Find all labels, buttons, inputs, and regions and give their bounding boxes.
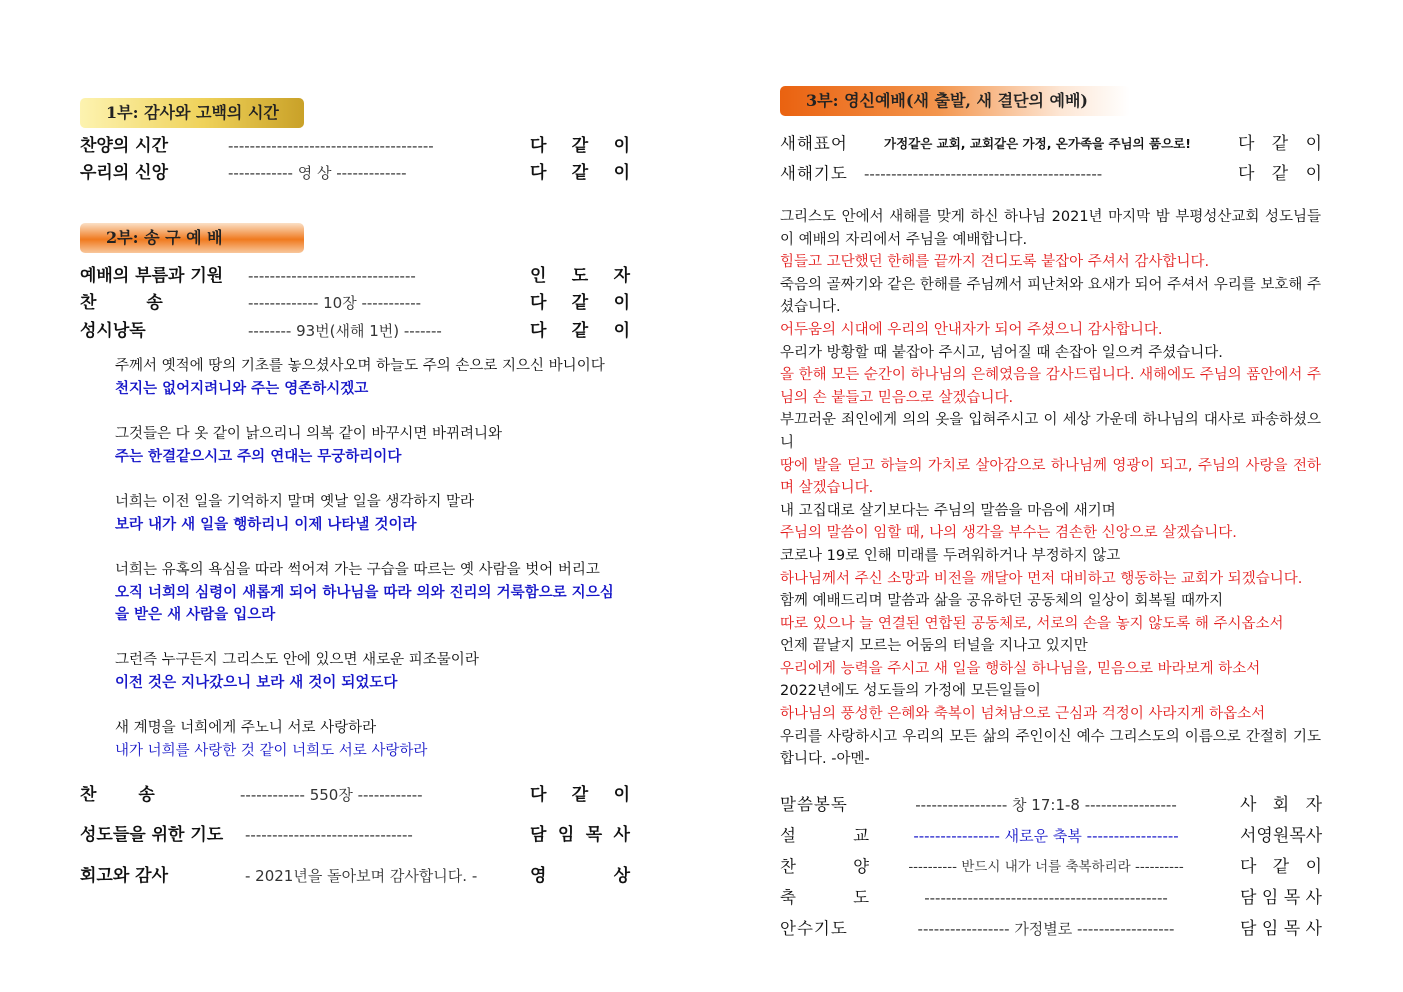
prayer-line: 함께 예배드리며 말씀과 삶을 공유하던 공동체의 일상이 회복될 때까지 — [780, 593, 1224, 610]
section2-header: 2부: 송 구 예 배 — [80, 223, 304, 253]
verse-response-cont: 을 받은 새 사람을 입으라 — [115, 607, 276, 623]
row-dashes: ------------------------------- — [245, 826, 413, 844]
row-note: - 2021년을 돌아보며 감사합니다. - — [245, 867, 478, 885]
section1-header: 1부: 감사와 고백의 시간 — [80, 98, 304, 128]
prayer-line: 내 고집대로 살기보다는 주님의 말씀을 마음에 새기며 — [780, 502, 1116, 519]
verse-line: 그것들은 다 옷 같이 낡으리니 의복 같이 바꾸시면 바뀌려니와 — [115, 426, 503, 442]
prayer-line: 힘들고 고단했던 한해를 끝까지 견디도록 붙잡아 주셔서 감사합니다. — [780, 254, 1210, 271]
row-label: 우리의 신앙 — [80, 163, 169, 183]
row-dashes: --------------------------------------------- — [924, 889, 1168, 907]
scripture-reference: ----------------- 창 17:1-8 ----------------- — [915, 796, 1177, 814]
prayer-line: 2022년에도 성도들의 가정에 모든일들이 — [780, 683, 1041, 700]
prayer-line: 땅에 발을 딛고 하늘의 가치로 살아감으로 하나님께 영광이 되고, 주님의 사랑을 전하며 살겠습니다. — [780, 457, 1321, 497]
row-label: 성도들을 위한 기도 — [80, 825, 224, 845]
row-label: 성시낭독 — [80, 321, 146, 341]
prayer-line: 그리스도 안에서 새해를 맞게 하신 하나님 2021년 마지막 밤 부평성산교회 성도님들 이 예배의 자리에서 주님을 예배합니다. — [780, 209, 1321, 248]
prayer-line: 코로나 19로 인해 미래를 두려워하거나 부정하지 않고 — [780, 547, 1121, 564]
order-row — [780, 917, 1322, 941]
row-leader: 서영원목사 — [1240, 826, 1323, 846]
order-row — [780, 824, 1322, 848]
row-leader: 다 같 이 — [530, 293, 630, 313]
section3-header: 3부: 영신예배(새 출발, 새 결단의 예배) — [780, 86, 1130, 116]
row-dashes: -------------------------------------------- — [864, 165, 1103, 183]
verse-block — [115, 717, 427, 762]
row-note: ----------------- 가정별로 ------------------ — [917, 920, 1175, 938]
verse-line: 너희는 유혹의 욕심을 따라 썩어져 가는 구습을 따르는 옛 사람을 벗어 버리고 — [115, 562, 600, 578]
order-row — [780, 132, 1322, 156]
row-dashes: -------- 93번(새해 1번) ------- — [248, 322, 442, 340]
prayer-line: 우리를 사랑하시고 우리의 모든 삶의 주인이신 예수 그리스도의 이름으로 간절히 기도합니다. -아멘- — [780, 728, 1321, 768]
prayer-line: 우리가 방황할 때 붙잡아 주시고, 넘어질 때 손잡아 일으켜 주셨습니다. — [780, 344, 1223, 361]
prayer-line: 올 한해 모든 순간이 하나님의 은혜였음을 감사드립니다. 새해에도 주님의 품안에서 주님의 손 붙들고 믿음으로 살겠습니다. — [780, 367, 1321, 406]
verse-block — [115, 423, 502, 468]
row-leader: 다 같 이 — [530, 136, 630, 156]
row-leader: 인 도 자 — [530, 266, 630, 286]
verse-response: 내가 너희를 사랑한 것 같이 너희도 서로 사랑하라 — [115, 742, 428, 759]
row-dashes: ------------- 10장 ----------- — [248, 294, 422, 312]
year-motto: 가정같은 교회, 교회같은 가정, 온가족을 주님의 품으로! — [884, 136, 1191, 151]
new-year-prayer — [780, 206, 1321, 771]
order-row — [80, 264, 632, 288]
row-leader: 다 같 이 — [530, 321, 630, 341]
order-row — [780, 855, 1322, 879]
verse-line: 너희는 이전 일을 기억하지 말며 옛날 일을 생각하지 말라 — [115, 494, 475, 510]
row-label: 축 도 — [780, 888, 896, 907]
row-label: 회고와 감사 — [80, 866, 169, 886]
row-label: 안수기도 — [780, 919, 848, 938]
verse-response: 천지는 없어지려니와 주는 영존하시겠고 — [115, 380, 369, 397]
row-label: 예배의 부름과 기원 — [80, 266, 224, 286]
order-row — [80, 291, 632, 315]
verse-response: 오직 너희의 심령이 새롭게 되어 하나님을 따라 의와 진리의 거룩함으로 지으심 — [115, 584, 614, 601]
row-dashes: ------------------------------- — [248, 267, 416, 285]
row-leader: 담 임 목 사 — [1240, 888, 1322, 908]
row-leader: 담 임 목 사 — [1240, 919, 1322, 939]
row-label: 찬 양 — [780, 857, 896, 876]
order-row — [80, 783, 632, 807]
order-row — [780, 886, 1322, 910]
verse-response: 보라 내가 새 일을 행하리니 이제 나타낼 것이라 — [115, 516, 417, 533]
verse-line: 그런즉 누구든지 그리스도 안에 있으면 새로운 피조물이라 — [115, 652, 479, 668]
prayer-line: 우리에게 능력을 주시고 새 일을 행하실 하나님을, 믿음으로 바라보게 하소서 — [780, 660, 1261, 677]
row-leader: 다 같 이 — [530, 163, 630, 183]
order-row — [80, 864, 632, 888]
prayer-line: 하나님께서 주신 소망과 비전을 깨달아 먼저 대비하고 행동하는 교회가 되겠습니다. — [780, 570, 1303, 587]
row-leader: 다 같 이 — [530, 785, 630, 805]
order-row — [80, 161, 632, 185]
sermon-title: ---------------- 새로운 축복 ----------------- — [913, 827, 1179, 845]
prayer-line: 죽음의 골짜기와 같은 한해를 주님께서 피난처와 요새가 되어 주셔서 우리를 보호해 주셨습니다. — [780, 276, 1321, 316]
verse-line: 주께서 옛적에 땅의 기초를 놓으셨사오며 하늘도 주의 손으로 지으신 바니이다 — [115, 358, 605, 374]
song-title: ---------- 반드시 내가 너를 축복하리라 ---------- — [908, 859, 1184, 875]
order-row — [80, 823, 632, 847]
row-leader: 사 회 자 — [1240, 795, 1322, 815]
row-leader: 다 같 이 — [1240, 857, 1322, 877]
verse-block — [115, 355, 605, 400]
row-label: 새해기도 — [780, 164, 848, 183]
row-dashes: ------------ 550장 ------------ — [240, 786, 423, 804]
row-label: 찬 송 — [80, 293, 185, 313]
prayer-line: 부끄러운 죄인에게 의의 옷을 입혀주시고 이 세상 가운데 하나님의 대사로 파송하셨으니 — [780, 412, 1321, 451]
row-leader: 담 임 목 사 — [530, 825, 630, 845]
verse-block — [115, 649, 479, 694]
verse-block — [115, 559, 614, 627]
verse-response: 이전 것은 지나갔으니 보라 새 것이 되었도다 — [115, 674, 398, 691]
verse-block — [115, 491, 474, 536]
prayer-line: 주님의 말씀이 임할 때, 나의 생각을 부수는 겸손한 신앙으로 살겠습니다. — [780, 525, 1237, 542]
row-leader: 다 같 이 — [1238, 134, 1322, 154]
row-label: 설 교 — [780, 826, 896, 845]
row-label: 새해표어 — [780, 134, 848, 153]
verse-response: 주는 한결같으시고 주의 연대는 무궁하리이다 — [115, 448, 402, 465]
prayer-line: 하나님의 풍성한 은혜와 축복이 넘쳐남으로 근심과 걱정이 사라지게 하옵소서 — [780, 706, 1266, 723]
row-dashes: ------------ 영 상 ------------- — [228, 164, 407, 182]
order-row — [80, 134, 632, 158]
prayer-line: 따로 있으나 늘 연결된 연합된 공동체로, 서로의 손을 놓지 않도록 해 주시옵소서 — [780, 615, 1284, 632]
row-label: 찬양의 시간 — [80, 136, 169, 156]
prayer-line: 어두움의 시대에 우리의 안내자가 되어 주셨으니 감사합니다. — [780, 321, 1163, 338]
row-leader: 다 같 이 — [1238, 164, 1322, 184]
row-dashes: -------------------------------------- — [228, 137, 434, 155]
row-label: 말씀봉독 — [780, 795, 848, 814]
order-row — [780, 162, 1322, 186]
row-leader: 영 상 — [530, 866, 630, 886]
row-label: 찬 송 — [80, 785, 173, 805]
prayer-line: 언제 끝날지 모르는 어둠의 터널을 지나고 있지만 — [780, 638, 1088, 655]
verse-line: 새 계명을 너희에게 주노니 서로 사랑하라 — [115, 720, 377, 736]
order-row — [780, 793, 1322, 817]
order-row — [80, 319, 632, 343]
